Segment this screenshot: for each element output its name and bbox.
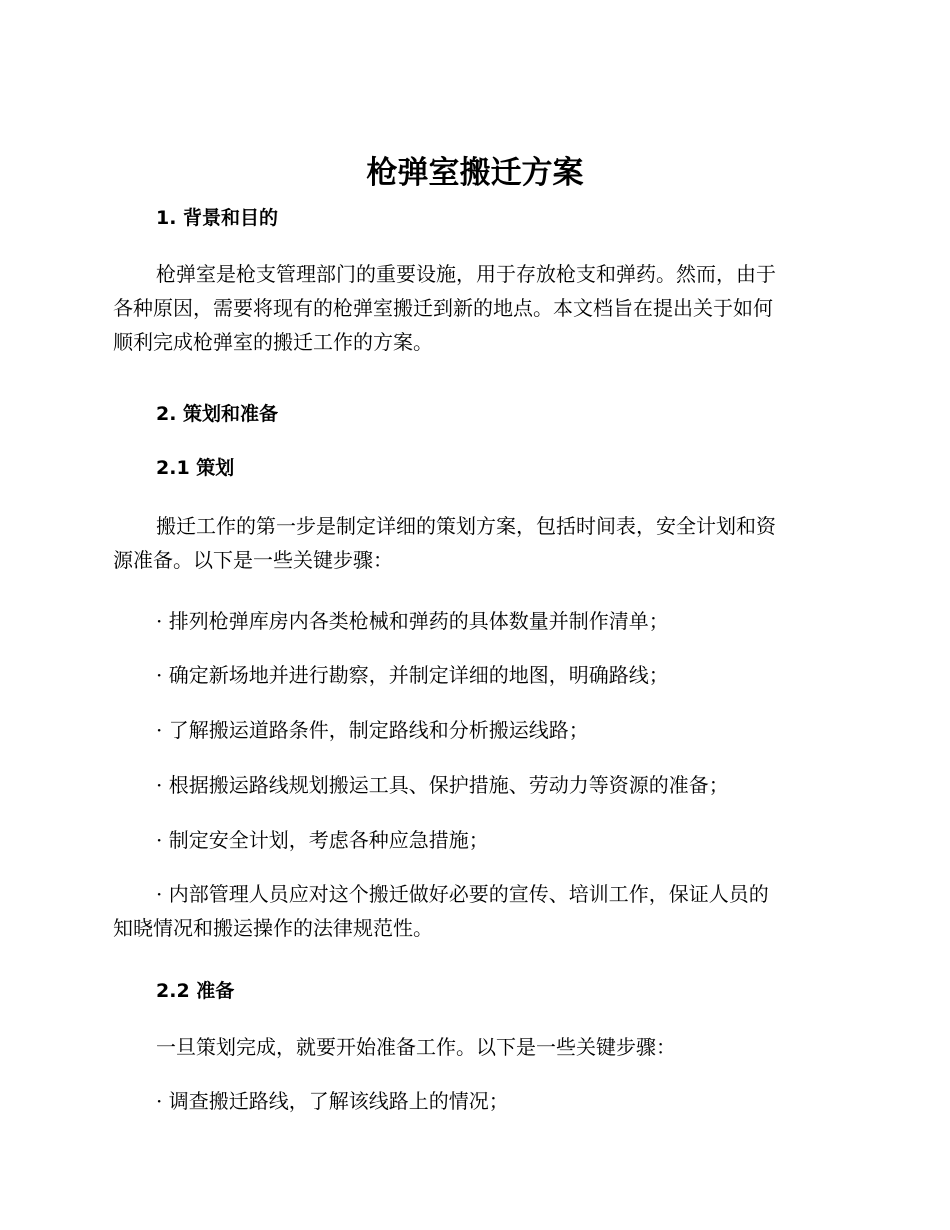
document-title: 枪弹室搬迁方案 bbox=[366, 155, 584, 191]
bullet-text: · 确定新场地并进行勘察，并制定详细的地图，明确路线； bbox=[156, 663, 669, 687]
paragraph-line: 各种原因，需要将现有的枪弹室搬迁到新的地点。本文档旨在提出关于如何 bbox=[113, 296, 773, 320]
bullet-text: · 根据搬运路线规划搬运工具、保护措施、劳动力等资源的准备； bbox=[156, 773, 729, 797]
bullet-text: · 了解搬运道路条件，制定路线和分析搬运线路； bbox=[156, 718, 589, 742]
bullet-text: · 调查搬迁路线，了解该线路上的情况； bbox=[156, 1089, 509, 1113]
paragraph-background bbox=[113, 257, 829, 359]
bullet-text: 知晓情况和搬运操作的法律规范性。 bbox=[113, 916, 433, 940]
bullet-text: · 排列枪弹库房内各类枪械和弹药的具体数量并制作清单； bbox=[156, 609, 669, 633]
paragraph-line: 搬迁工作的第一步是制定详细的策划方案，包括时间表，安全计划和资 bbox=[156, 514, 776, 538]
paragraph-line: 源准备。以下是一些关键步骤： bbox=[113, 548, 393, 572]
paragraph-preparation-intro bbox=[113, 1030, 829, 1064]
bullet-item bbox=[113, 823, 829, 857]
bullet-item bbox=[113, 604, 829, 638]
section-heading-background: 1. 背景和目的 bbox=[156, 207, 279, 229]
bullet-item bbox=[113, 713, 829, 747]
section-heading-planning: 2.1 策划 bbox=[156, 457, 235, 479]
bullet-text: · 内部管理人员应对这个搬迁做好必要的宣传、培训工作，保证人员的 bbox=[156, 882, 769, 906]
section-heading-planning-preparation: 2. 策划和准备 bbox=[156, 403, 279, 425]
paragraph-line: 顺利完成枪弹室的搬迁工作的方案。 bbox=[113, 330, 433, 354]
paragraph-line: 枪弹室是枪支管理部门的重要设施，用于存放枪支和弹药。然而，由于 bbox=[156, 262, 776, 286]
bullet-item bbox=[113, 658, 829, 692]
bullet-item bbox=[113, 877, 829, 945]
bullet-text: · 制定安全计划，考虑各种应急措施； bbox=[156, 828, 489, 852]
paragraph-planning-intro bbox=[113, 509, 829, 577]
section-heading-preparation: 2.2 准备 bbox=[156, 980, 235, 1002]
bullet-item bbox=[113, 768, 829, 802]
paragraph-line: 一旦策划完成，就要开始准备工作。以下是一些关键步骤： bbox=[156, 1035, 676, 1059]
bullet-item bbox=[113, 1084, 829, 1118]
